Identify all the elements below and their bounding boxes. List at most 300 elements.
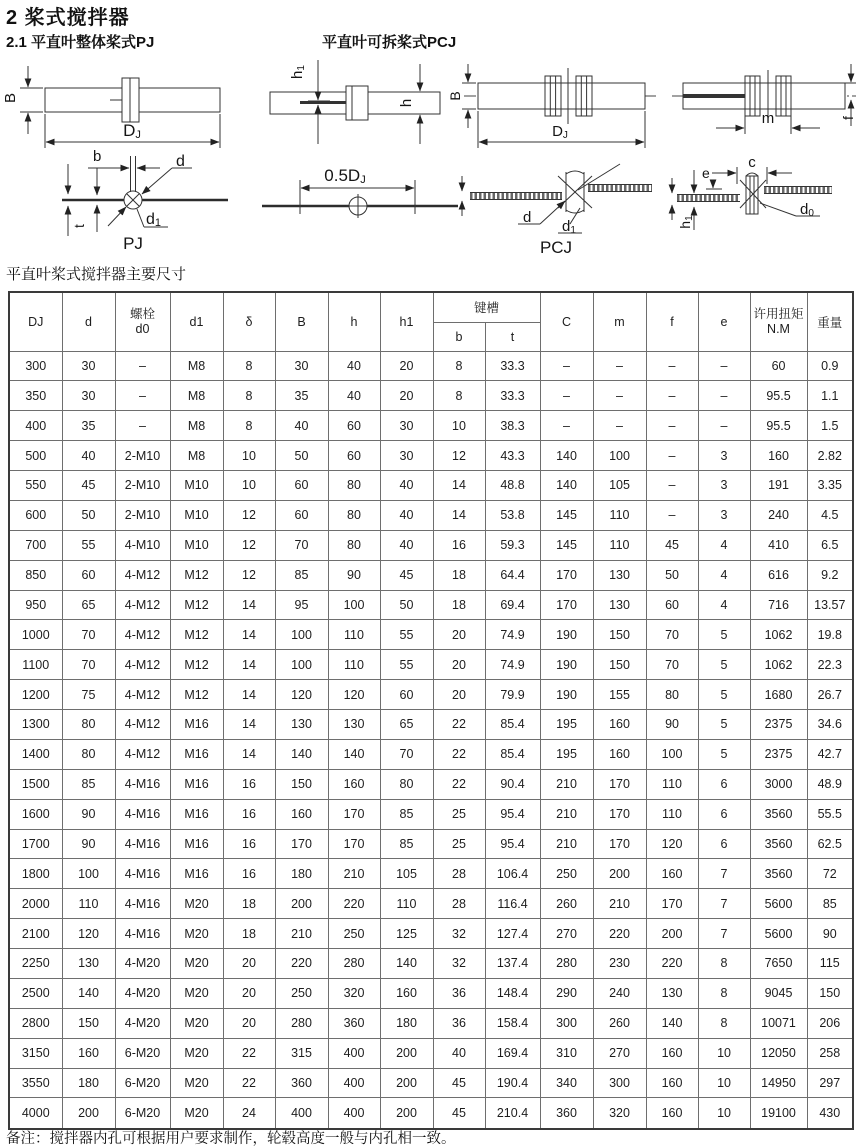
col-header-t: t — [485, 322, 540, 351]
table-cell: 105 — [380, 859, 433, 889]
table-cell: 70 — [62, 650, 115, 680]
table-cell: 4-M12 — [115, 739, 170, 769]
table-cell: 3 — [698, 441, 750, 471]
table-cell: 127.4 — [485, 919, 540, 949]
table-cell: 220 — [593, 919, 646, 949]
table-cell: 340 — [540, 1068, 593, 1098]
table-cell: 716 — [750, 590, 807, 620]
table-cell: 240 — [750, 500, 807, 530]
table-cell: 22 — [433, 710, 485, 740]
table-cell: – — [646, 381, 698, 411]
table-row — [9, 889, 853, 919]
table-cell: 40 — [380, 500, 433, 530]
table-cell: 120 — [646, 829, 698, 859]
table-cell: 40 — [328, 351, 380, 381]
table-cell: 9045 — [750, 978, 807, 1008]
col-header-d: d — [62, 292, 115, 351]
table-cell: 40 — [275, 411, 328, 441]
table-cell: M20 — [170, 978, 223, 1008]
table-cell: 85 — [275, 560, 328, 590]
table-cell: 65 — [380, 710, 433, 740]
table-cell: 200 — [380, 1068, 433, 1098]
table-cell: 80 — [328, 530, 380, 560]
table-cell: 200 — [380, 1038, 433, 1068]
table-cell: 79.9 — [485, 680, 540, 710]
table-cell: 400 — [9, 411, 62, 441]
table-cell: 62.5 — [807, 829, 853, 859]
table-cell: 90 — [328, 560, 380, 590]
table-cell: 1062 — [750, 620, 807, 650]
table-row — [9, 680, 853, 710]
table-cell: 160 — [380, 978, 433, 1008]
table-cell: 33.3 — [485, 381, 540, 411]
table-cell: 137.4 — [485, 949, 540, 979]
table-cell: 6 — [698, 829, 750, 859]
table-cell: 110 — [646, 769, 698, 799]
table-cell: 3 — [698, 500, 750, 530]
table-cell: 170 — [646, 889, 698, 919]
subtitle-pcj: 平直叶可拆桨式PCJ — [322, 34, 457, 51]
table-cell: 48.8 — [485, 471, 540, 501]
table-cell: 14 — [223, 620, 275, 650]
pj-label: PJ — [123, 234, 143, 253]
table-cell: 4-M12 — [115, 710, 170, 740]
table-cell: 8 — [223, 381, 275, 411]
table-cell: 120 — [62, 919, 115, 949]
table-cell: 500 — [9, 441, 62, 471]
table-cell: 180 — [62, 1068, 115, 1098]
table-cell: 7650 — [750, 949, 807, 979]
table-cell: 14 — [433, 471, 485, 501]
table-cell: 360 — [540, 1098, 593, 1129]
table-cell: 4-M16 — [115, 799, 170, 829]
table-cell: 5 — [698, 710, 750, 740]
table-row — [9, 620, 853, 650]
table-cell: 280 — [540, 949, 593, 979]
dim-label-e: e — [702, 165, 710, 181]
table-cell: 220 — [646, 949, 698, 979]
table-row — [9, 411, 853, 441]
table-cell: 4.5 — [807, 500, 853, 530]
table-cell: 4-M16 — [115, 889, 170, 919]
table-cell: 20 — [433, 650, 485, 680]
table-cell: 1062 — [750, 650, 807, 680]
table-cell: 400 — [275, 1098, 328, 1129]
table-cell: 22.3 — [807, 650, 853, 680]
table-cell: 3560 — [750, 799, 807, 829]
table-cell: 4 — [698, 560, 750, 590]
table-cell: 6.5 — [807, 530, 853, 560]
table-cell: 258 — [807, 1038, 853, 1068]
table-cell: 10 — [698, 1098, 750, 1129]
table-cell: M8 — [170, 351, 223, 381]
table-cell: 1800 — [9, 859, 62, 889]
table-cell: M8 — [170, 411, 223, 441]
table-cell: 1600 — [9, 799, 62, 829]
table-cell: – — [115, 351, 170, 381]
table-cell: 10071 — [750, 1008, 807, 1038]
table-row — [9, 1008, 853, 1038]
table-cell: 14 — [223, 590, 275, 620]
table-cell: 60 — [646, 590, 698, 620]
table-cell: 32 — [433, 919, 485, 949]
table-cell: 19.8 — [807, 620, 853, 650]
table-cell: 140 — [540, 441, 593, 471]
table-row — [9, 441, 853, 471]
table-row — [9, 351, 853, 381]
table-cell: 430 — [807, 1098, 853, 1129]
table-cell: 4-M12 — [115, 590, 170, 620]
table-cell: M20 — [170, 1008, 223, 1038]
table-cell: 170 — [328, 829, 380, 859]
table-cell: 50 — [646, 560, 698, 590]
dim-label-t: t — [71, 224, 87, 228]
table-cell: 72 — [807, 859, 853, 889]
table-cell: 270 — [540, 919, 593, 949]
table-cell: 110 — [593, 530, 646, 560]
table-cell: 32 — [433, 949, 485, 979]
table-cell: 320 — [593, 1098, 646, 1129]
table-row — [9, 1068, 853, 1098]
table-cell: 7 — [698, 859, 750, 889]
table-cell: M12 — [170, 620, 223, 650]
table-cell: 250 — [275, 978, 328, 1008]
table-cell: 160 — [593, 739, 646, 769]
pj-half-top-view — [262, 166, 458, 218]
table-cell: 6-M20 — [115, 1068, 170, 1098]
table-cell: 110 — [328, 650, 380, 680]
table-cell: 1400 — [9, 739, 62, 769]
table-cell: 5 — [698, 620, 750, 650]
table-cell: 300 — [540, 1008, 593, 1038]
table-cell: 1500 — [9, 769, 62, 799]
table-cell: M16 — [170, 739, 223, 769]
table-cell: 100 — [275, 620, 328, 650]
table-cell: 30 — [62, 351, 115, 381]
table-cell: 69.4 — [485, 590, 540, 620]
table-cell: 36 — [433, 978, 485, 1008]
table-cell: 18 — [433, 590, 485, 620]
table-cell: 210 — [540, 829, 593, 859]
table-cell: M16 — [170, 799, 223, 829]
table-cell: 60 — [275, 471, 328, 501]
table-cell: 1100 — [9, 650, 62, 680]
table-cell: 180 — [380, 1008, 433, 1038]
table-cell: 19100 — [750, 1098, 807, 1129]
table-cell: 130 — [328, 710, 380, 740]
table-cell: 200 — [62, 1098, 115, 1129]
table-cell: 116.4 — [485, 889, 540, 919]
dimensions-table — [8, 291, 854, 1130]
table-cell: 8 — [698, 1008, 750, 1038]
table-cell: 150 — [275, 769, 328, 799]
table-cell: 6-M20 — [115, 1038, 170, 1068]
table-cell: 70 — [275, 530, 328, 560]
table-cell: 22 — [223, 1038, 275, 1068]
table-cell: – — [593, 351, 646, 381]
table-cell: 48.9 — [807, 769, 853, 799]
pcj-top-view — [462, 164, 652, 257]
table-cell: 10 — [698, 1068, 750, 1098]
table-cell: 8 — [223, 411, 275, 441]
table-cell: 80 — [380, 769, 433, 799]
table-cell: 1680 — [750, 680, 807, 710]
col-header-b: b — [433, 322, 485, 351]
table-cell: 53.8 — [485, 500, 540, 530]
table-cell: 180 — [275, 859, 328, 889]
table-cell: 33.3 — [485, 351, 540, 381]
table-cell: 120 — [328, 680, 380, 710]
table-cell: 140 — [540, 471, 593, 501]
table-cell: 4-M16 — [115, 919, 170, 949]
table-cell: 210 — [328, 859, 380, 889]
table-cell: 155 — [593, 680, 646, 710]
table-cell: 105 — [593, 471, 646, 501]
table-cell: 42.7 — [807, 739, 853, 769]
table-cell: 50 — [275, 441, 328, 471]
col-header-keyway: 键槽 — [433, 292, 540, 322]
table-cell: 85 — [807, 889, 853, 919]
table-cell: 140 — [275, 739, 328, 769]
table-cell: 150 — [807, 978, 853, 1008]
table-cell: 140 — [646, 1008, 698, 1038]
table-cell: 4 — [698, 590, 750, 620]
table-cell: 16 — [223, 769, 275, 799]
table-cell: 7 — [698, 919, 750, 949]
table-cell: – — [646, 441, 698, 471]
col-header-torque: 许用扭矩 N.M — [750, 292, 807, 351]
table-cell: 10 — [698, 1038, 750, 1068]
table-cell: 3550 — [9, 1068, 62, 1098]
table-cell: 14 — [223, 739, 275, 769]
table-cell: 40 — [380, 530, 433, 560]
table-cell: 75 — [62, 680, 115, 710]
table-cell: 12 — [223, 530, 275, 560]
table-cell: 45 — [433, 1068, 485, 1098]
table-cell: 18 — [223, 919, 275, 949]
table-cell: 169.4 — [485, 1038, 540, 1068]
table-row — [9, 530, 853, 560]
table-cell: 191 — [750, 471, 807, 501]
table-cell: 12 — [433, 441, 485, 471]
table-cell: 12 — [223, 500, 275, 530]
table-cell: 110 — [593, 500, 646, 530]
table-cell: 16 — [223, 829, 275, 859]
table-cell: 30 — [62, 381, 115, 411]
table-cell: 130 — [275, 710, 328, 740]
table-cell: 4-M20 — [115, 978, 170, 1008]
table-cell: 170 — [328, 799, 380, 829]
table-cell: 2100 — [9, 919, 62, 949]
table-cell: 160 — [593, 710, 646, 740]
table-row — [9, 978, 853, 1008]
table-cell: 206 — [807, 1008, 853, 1038]
table-cell: 150 — [62, 1008, 115, 1038]
table-cell: – — [593, 381, 646, 411]
table-cell: 4-M12 — [115, 650, 170, 680]
table-cell: 8 — [433, 351, 485, 381]
table-cell: 55 — [62, 530, 115, 560]
table-cell: 2500 — [9, 978, 62, 1008]
table-cell: – — [115, 411, 170, 441]
table-cell: 297 — [807, 1068, 853, 1098]
table-cell: 28 — [433, 889, 485, 919]
table-cell: 12 — [223, 560, 275, 590]
table-cell: 22 — [433, 769, 485, 799]
table-cell: – — [593, 411, 646, 441]
table-cell: 22 — [223, 1068, 275, 1098]
table-cell: M12 — [170, 590, 223, 620]
col-header-f: f — [646, 292, 698, 351]
table-cell: M10 — [170, 471, 223, 501]
table-cell: 195 — [540, 739, 593, 769]
table-cell: 140 — [380, 949, 433, 979]
table-cell: 4-M16 — [115, 769, 170, 799]
table-cell: 100 — [275, 650, 328, 680]
table-cell: – — [646, 411, 698, 441]
table-cell: 110 — [328, 620, 380, 650]
table-cell: 4000 — [9, 1098, 62, 1129]
table-cell: 160 — [646, 1098, 698, 1129]
pcj-bolted-side-view — [672, 64, 856, 134]
table-cell: 550 — [9, 471, 62, 501]
table-cell: 300 — [593, 1068, 646, 1098]
table-cell: 400 — [328, 1098, 380, 1129]
table-cell: 5600 — [750, 919, 807, 949]
table-row — [9, 799, 853, 829]
table-cell: 40 — [380, 471, 433, 501]
table-cell: 150 — [593, 650, 646, 680]
col-header-weight: 重量 — [807, 292, 853, 351]
table-cell: 260 — [593, 1008, 646, 1038]
dim-label-m: m — [761, 110, 775, 127]
table-cell: 18 — [433, 560, 485, 590]
table-cell: 115 — [807, 949, 853, 979]
table-cell: 90.4 — [485, 769, 540, 799]
table-cell: 5 — [698, 680, 750, 710]
table-cell: 170 — [593, 769, 646, 799]
table-cell: 80 — [328, 500, 380, 530]
table-row — [9, 1038, 853, 1068]
table-cell: 60 — [750, 351, 807, 381]
table-cell: 2-M10 — [115, 500, 170, 530]
table-cell: 74.9 — [485, 620, 540, 650]
table-cell: 1700 — [9, 829, 62, 859]
table-cell: 315 — [275, 1038, 328, 1068]
table-cell: 90 — [62, 799, 115, 829]
table-cell: 170 — [540, 590, 593, 620]
table-row — [9, 590, 853, 620]
table-cell: 36 — [433, 1008, 485, 1038]
table-cell: 1.1 — [807, 381, 853, 411]
table-cell: – — [646, 471, 698, 501]
table-cell: 20 — [223, 1008, 275, 1038]
table-cell: M12 — [170, 680, 223, 710]
table-cell: 90 — [807, 919, 853, 949]
table-cell: 60 — [62, 560, 115, 590]
table-cell: 20 — [433, 680, 485, 710]
dim-label-d0: d0 — [800, 201, 814, 219]
table-cell: 4-M20 — [115, 949, 170, 979]
table-cell: 70 — [380, 739, 433, 769]
table-cell: 64.4 — [485, 560, 540, 590]
table-cell: 130 — [593, 590, 646, 620]
table-row — [9, 769, 853, 799]
table-cell: 410 — [750, 530, 807, 560]
table-cell: 6 — [698, 769, 750, 799]
table-cell: 14 — [433, 500, 485, 530]
table-cell: 160 — [62, 1038, 115, 1068]
table-cell: 145 — [540, 500, 593, 530]
col-header-dj: DJ — [9, 292, 62, 351]
table-cell: 260 — [540, 889, 593, 919]
table-cell: M8 — [170, 381, 223, 411]
pcj-top-view-dims — [672, 154, 832, 230]
table-cell: 4-M12 — [115, 680, 170, 710]
table-cell: 3560 — [750, 859, 807, 889]
table-cell: 85 — [380, 829, 433, 859]
table-cell: 200 — [646, 919, 698, 949]
table-cell: 20 — [380, 381, 433, 411]
table-cell: 43.3 — [485, 441, 540, 471]
pcj-label: PCJ — [539, 238, 573, 257]
table-cell: 100 — [328, 590, 380, 620]
dim-label-d-pcj: d — [523, 209, 532, 226]
table-cell: 110 — [646, 799, 698, 829]
col-header-delta: δ — [223, 292, 275, 351]
table-cell: 34.6 — [807, 710, 853, 740]
table-cell: 150 — [593, 620, 646, 650]
table-cell: 70 — [646, 650, 698, 680]
table-cell: M16 — [170, 710, 223, 740]
table-cell: 250 — [328, 919, 380, 949]
table-cell: 10 — [433, 411, 485, 441]
table-cell: 14950 — [750, 1068, 807, 1098]
table-cell: 3 — [698, 471, 750, 501]
table-cell: 600 — [9, 500, 62, 530]
table-cell: 55 — [380, 620, 433, 650]
table-cell: 2000 — [9, 889, 62, 919]
col-header-d1: d1 — [170, 292, 223, 351]
table-cell: – — [646, 500, 698, 530]
table-cell: 80 — [62, 739, 115, 769]
table-cell: 12050 — [750, 1038, 807, 1068]
table-cell: 190 — [540, 620, 593, 650]
table-cell: 13.57 — [807, 590, 853, 620]
table-cell: – — [698, 411, 750, 441]
table-cell: 70 — [646, 620, 698, 650]
table-cell: 140 — [328, 739, 380, 769]
table-cell: 30 — [380, 441, 433, 471]
col-header-B: B — [275, 292, 328, 351]
table-cell: 24 — [223, 1098, 275, 1129]
table-cell: 616 — [750, 560, 807, 590]
table-cell: M20 — [170, 889, 223, 919]
table-cell: 350 — [9, 381, 62, 411]
table-cell: M10 — [170, 530, 223, 560]
table-cell: 1200 — [9, 680, 62, 710]
table-row — [9, 381, 853, 411]
table-cell: M20 — [170, 1038, 223, 1068]
table-cell: 700 — [9, 530, 62, 560]
table-cell: 320 — [328, 978, 380, 1008]
table-cell: 60 — [380, 680, 433, 710]
table-cell: 160 — [328, 769, 380, 799]
table-cell: 110 — [62, 889, 115, 919]
table-cell: 6 — [698, 799, 750, 829]
table-cell: 160 — [646, 1068, 698, 1098]
table-cell: 210.4 — [485, 1098, 540, 1129]
